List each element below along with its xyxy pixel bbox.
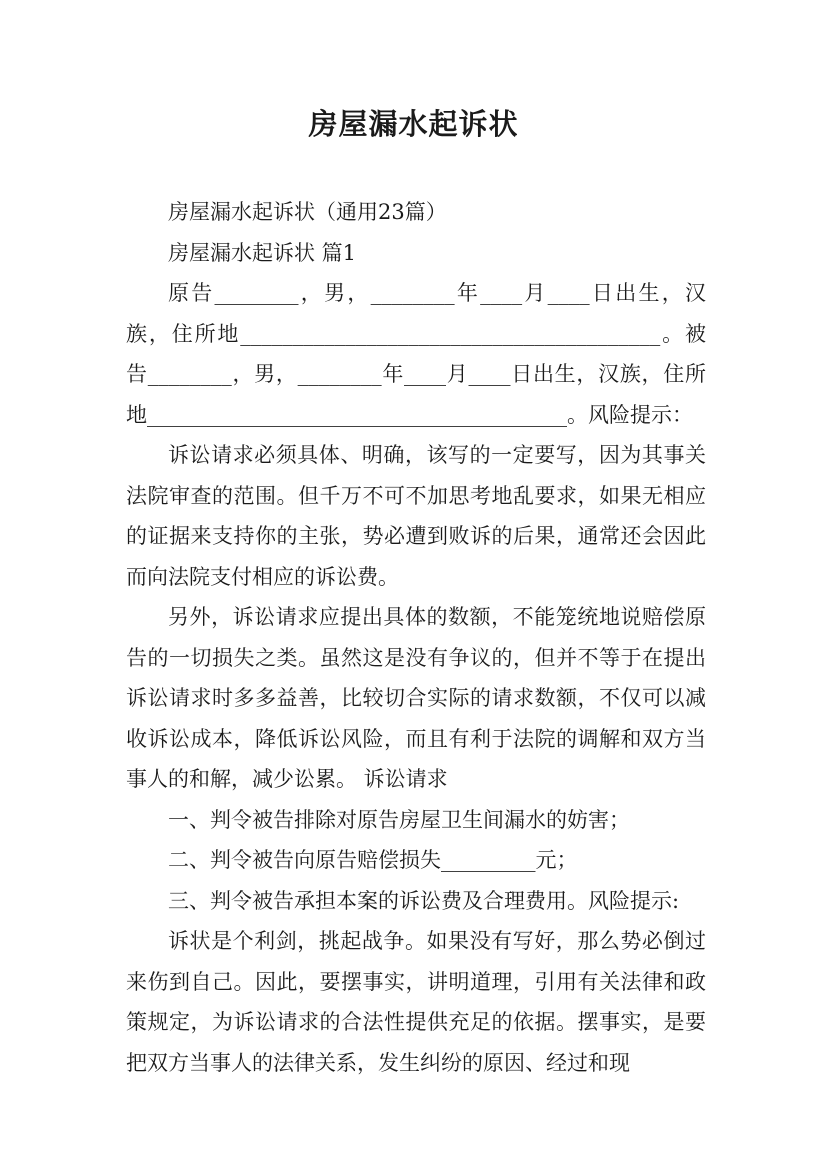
document-title: 房屋漏水起诉状 [308,107,519,141]
paragraph-risk-tip-3: 诉状是个利剑，挑起战争。如果没有写好，那么势必倒过来伤到自己。因此，要摆事实，讲明道理，引用有关法律和政策规定，为诉讼请求的合法性提供充足的依据。摆事实，是要把双方当事人的法律关系，发生纠纷的原因、经过和现 [126,929,706,1075]
paragraph-risk-tip-1: 诉讼请求必须具体、明确，该写的一定要写，因为其事关法院审查的范围。但千万不可不加思考地乱要求，如果无相应的证据来支持你的主张，势必遭到败诉的后果，通常还会因此而向法院支付相应的诉讼费。 [126,443,706,589]
paragraph-parties: 原告________，男，________年____月____日出生，汉族，住所地________________________________________。被告________，男，________年____月____日出生，汉族，住所地________________________________________。风险提示： [126,281,706,427]
paragraph-section-heading: 房屋漏水起诉状 篇1 [168,240,357,265]
paragraph-risk-tip-2: 另外，诉讼请求应提出具体的数额，不能笼统地说赔偿原告的一切损失之类。虽然这是没有争议的，但并不等于在提出诉讼请求时多多益善，比较切合实际的请求数额，不仅可以减收诉讼成本，降低诉讼风险，而且有利于法院的调解和双方当事人的和解，减少讼累。 诉讼请求 [126,605,706,791]
paragraph-claim-3: 三、判令被告承担本案的诉讼费及合理费用。风险提示: [168,888,680,913]
paragraph-subtitle: 房屋漏水起诉状（通用23篇） [168,200,447,224]
paragraph-claim-1: 一、判令被告排除对原告房屋卫生间漏水的妨害； [168,807,630,832]
document-body [126,192,706,1083]
paragraph-claim-2: 二、判令被告向原告赔偿损失_________元； [168,848,578,872]
